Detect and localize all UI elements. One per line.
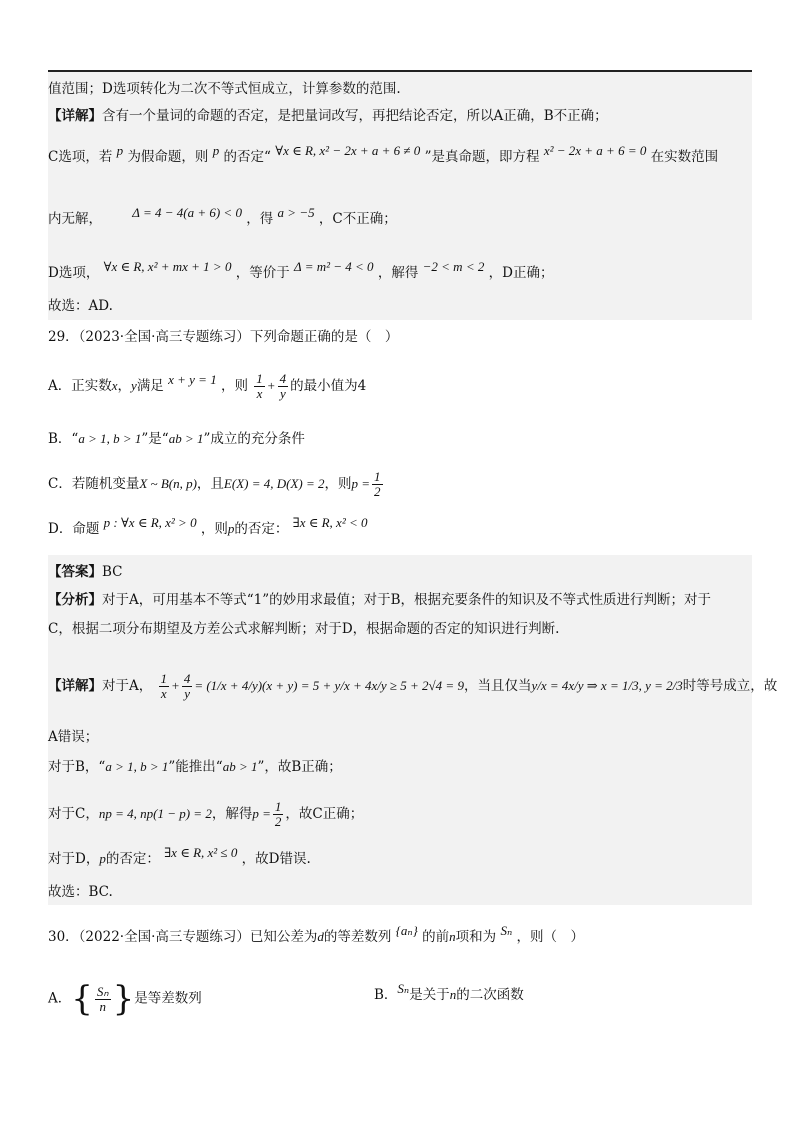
question-29-heading (48, 328, 752, 346)
no-solution-line (48, 205, 752, 228)
text: 的最小值为4 (290, 378, 367, 394)
denominator: y (279, 386, 286, 401)
d-wrong-line (48, 845, 752, 868)
denominator: n (99, 998, 106, 1014)
math: x (111, 378, 118, 393)
math: = (1/x + 4/y)(x + y) = 5 + y/x + 4x/y ≥ 5 + 2√4 = 9 (194, 678, 464, 693)
text: B． (374, 987, 398, 1003)
math: d (317, 929, 324, 944)
denominator: x (256, 386, 263, 401)
text: A． (48, 990, 72, 1007)
text: D选项， (48, 265, 100, 281)
text: ，等价于 (235, 265, 290, 281)
math: ab > 1 (222, 759, 258, 774)
text: C选项，若 (48, 149, 113, 165)
q30-options (48, 979, 752, 1019)
text: ，则 (221, 378, 248, 394)
q29-option-d (48, 515, 752, 538)
math: p = (351, 476, 371, 491)
text: ，且 (196, 476, 224, 492)
text: 故选：AD. (48, 298, 113, 314)
b-correct-line (48, 758, 752, 776)
text: ”能推出“ (168, 759, 223, 775)
answer-value: BC (102, 564, 123, 580)
math: ∀x ∈ R, x² + mx + 1 > 0 (103, 259, 232, 274)
text: ”，故B正确； (257, 759, 342, 775)
text: ，则 (324, 476, 352, 492)
numerator: Sₙ (96, 983, 109, 999)
text: 在实数范围 (650, 149, 719, 165)
text: ，则（ ） (516, 929, 585, 945)
text: ”成立的充分条件 (203, 431, 305, 447)
choose-line (48, 297, 752, 315)
text: ，解得 (211, 806, 253, 822)
text: C，根据二项分布期望及方差公式求解判断；对于D，根据命题的否定的知识进行判断. (48, 621, 560, 637)
math: ∀x ∈ R, x² − 2x + a + 6 ≠ 0 (275, 143, 421, 158)
math: p (227, 521, 235, 536)
math: + (171, 678, 180, 693)
text: ，得 (246, 211, 274, 227)
text: 是等差数列 (134, 990, 202, 1007)
math: Δ = m² − 4 < 0 (294, 259, 374, 274)
c-option-line (48, 143, 752, 166)
math: p (116, 143, 124, 158)
text: 项和为 (455, 929, 497, 945)
math: y/x = 4x/y ⇒ x = 1/3, y = 2/3 (531, 678, 683, 693)
text: 的等差数列 (323, 929, 392, 945)
text: 30．（2022·全国·高三专题练习）已知公差为 (48, 929, 318, 945)
numerator: 1 (374, 469, 381, 484)
text: D．命题 (48, 521, 100, 537)
fraction (182, 672, 193, 701)
math: np = 4, np(1 − p) = 2 (98, 806, 212, 821)
math: p : ∀x ∈ R, x² > 0 (103, 515, 197, 530)
text: 满足 (136, 378, 164, 394)
math: X ~ B(n, p) (139, 476, 197, 491)
fraction (95, 985, 111, 1014)
text-line (48, 80, 752, 98)
text: ，则 (200, 521, 228, 537)
brace-right: } (112, 979, 135, 1019)
answer-label: 【答案】 (48, 564, 102, 580)
text: 对于D， (48, 851, 100, 867)
math: {aₙ} (395, 923, 418, 938)
numerator: 4 (279, 371, 287, 386)
numerator: 4 (183, 671, 191, 686)
text: ，当且仅当 (463, 678, 532, 694)
math: Sₙ (500, 923, 513, 938)
text: ，故D错误. (241, 851, 311, 867)
text: ， (117, 378, 132, 394)
brace-left: { (71, 979, 93, 1019)
denominator: 2 (374, 484, 381, 499)
d-option-line (48, 259, 752, 282)
text: A错误； (48, 729, 99, 745)
text: 故选：BC. (48, 884, 113, 900)
denominator: y (184, 686, 190, 701)
q29-option-a (48, 372, 752, 401)
numerator: 1 (256, 371, 263, 386)
analysis-line (48, 591, 752, 609)
c-correct-line (48, 800, 752, 829)
detail-label: 【详解】 (48, 678, 102, 694)
text: B．“ (48, 431, 79, 447)
text: A．正实数 (48, 378, 112, 394)
math: x² − 2x + a + 6 = 0 (543, 143, 647, 158)
math: p = (252, 806, 271, 821)
q29-option-b (48, 430, 752, 448)
text: 对于C， (48, 806, 99, 822)
math: a > 1, b > 1 (105, 759, 169, 774)
math: p (212, 143, 220, 158)
math: n (449, 929, 456, 944)
fraction (254, 372, 265, 401)
fraction (372, 470, 383, 499)
fraction (159, 672, 170, 701)
math: x + y = 1 (168, 372, 217, 387)
q29-option-c (48, 470, 752, 499)
text: 为假命题，则 (127, 149, 209, 165)
text: ”是真命题，即方程 (424, 149, 540, 165)
text: 的前 (422, 929, 450, 945)
text: 内无解， (48, 211, 102, 227)
text: 含有一个量词的命题的否定，是把量词改写，再把结论否定，所以A正确，B不正确； (102, 108, 608, 124)
math: n (449, 987, 457, 1002)
text: 的否定： (234, 521, 289, 537)
answer-line (48, 563, 752, 581)
math: a > 1, b > 1 (78, 431, 142, 446)
math: E(X) = 4, D(X) = 2 (223, 476, 325, 491)
question-30-heading (48, 923, 752, 946)
text: 对于A，可用基本不等式“1”的妙用求最值；对于B，根据充要条件的知识及不等式性质进行判断；对于 (102, 592, 712, 608)
detail-line (48, 107, 752, 125)
text: 时等号成立，故 (682, 678, 778, 694)
math: + (266, 378, 276, 393)
numerator: 1 (274, 799, 282, 814)
text: ”是“ (141, 431, 169, 447)
denominator: 2 (274, 814, 282, 829)
denominator: x (160, 686, 167, 701)
math: ab > 1 (168, 431, 204, 446)
text: 是关于 (409, 987, 450, 1003)
analysis-line-2 (48, 620, 752, 638)
numerator: 1 (160, 671, 168, 686)
fraction (273, 800, 284, 829)
math: ∃x ∈ R, x² ≤ 0 (164, 845, 238, 860)
math: a > −5 (277, 205, 315, 220)
text: 对于B，“ (48, 759, 106, 775)
math: Sₙ (397, 981, 410, 996)
text: 值范围；D选项转化为二次不等式恒成立，计算参数的范围. (48, 81, 401, 97)
text: 的二次函数 (456, 987, 524, 1003)
text: 的否定“ (223, 149, 271, 165)
text: ，D正确； (488, 265, 554, 281)
math: y (131, 378, 137, 393)
text: ，故C正确； (285, 806, 364, 822)
text: 29．（2023·全国·高三专题练习）下列命题正确的是（ ） (48, 329, 399, 345)
a-wrong-line (48, 728, 752, 746)
fraction (278, 372, 289, 401)
text: C．若随机变量 (48, 476, 140, 492)
detail-label: 【详解】 (48, 108, 102, 124)
math: p (99, 851, 106, 866)
text: 的否定： (105, 851, 160, 867)
detail-line-29 (48, 671, 778, 701)
analysis-label: 【分析】 (48, 592, 102, 608)
math: ∃x ∈ R, x² < 0 (292, 515, 368, 530)
choose-line-29 (48, 883, 752, 901)
q30-option-b (374, 981, 524, 1004)
text: ，解得 (377, 265, 419, 281)
math: Δ = 4 − 4(a + 6) < 0 (132, 205, 242, 220)
text: ，C不正确； (318, 211, 397, 227)
math: −2 < m < 2 (422, 259, 485, 274)
text: 对于A， (102, 678, 153, 694)
